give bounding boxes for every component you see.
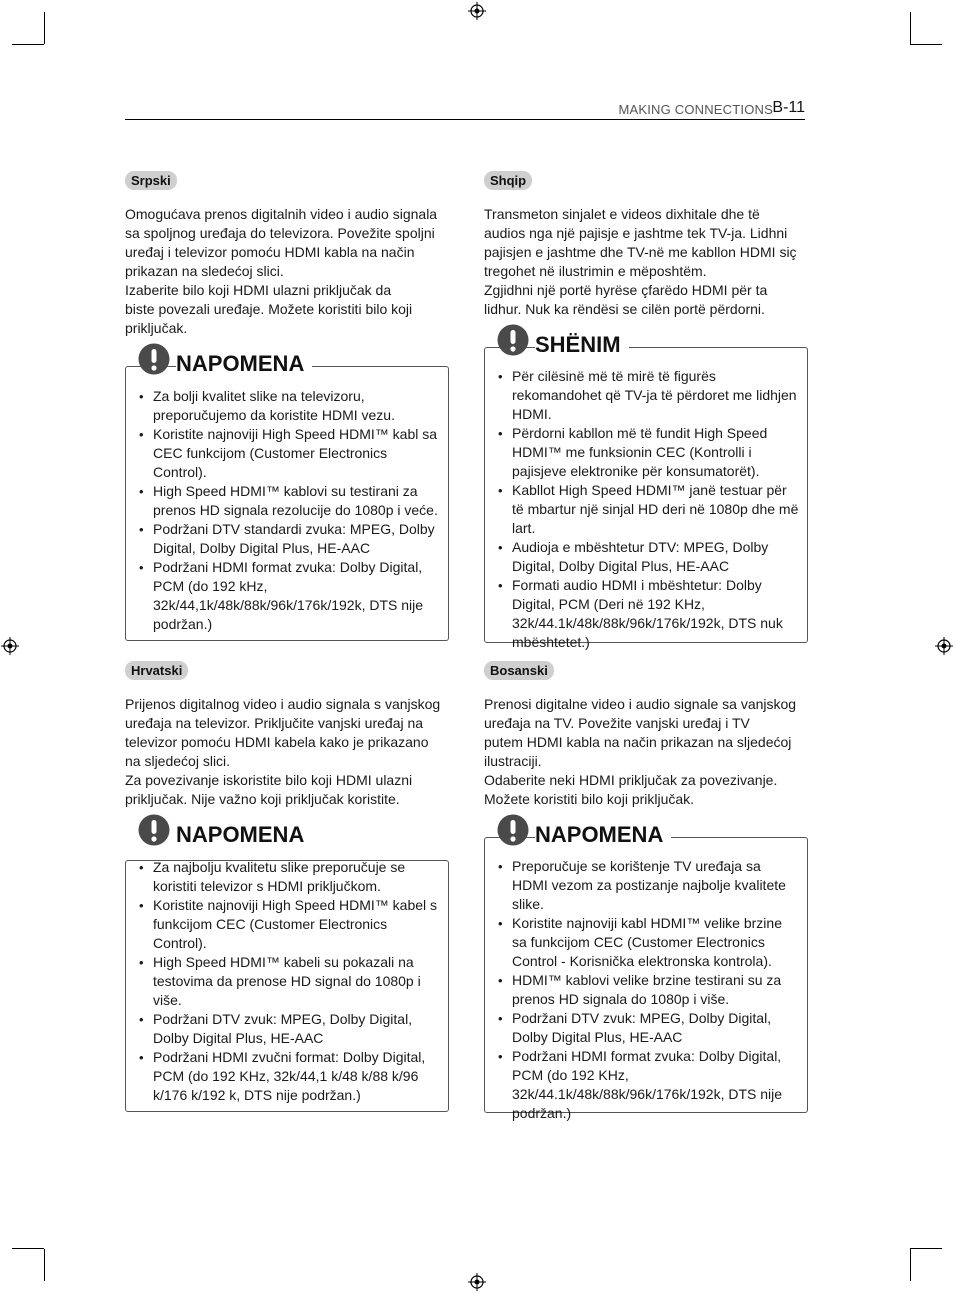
text-line: Izaberite bilo koji HDMI ulazni priključak da	[125, 282, 392, 298]
note-item: • Përdorni kabllon më të fundit High Speed HDMI™ me funksionin CEC (Kontrolli i pajisjeve elektronike për konsumatorët).	[512, 424, 799, 481]
text-line: pajisjen e jashtme dhe TV-në me kabllon HDMI siç	[484, 244, 797, 260]
text-line: uređaj i televizor pomoću HDMI kabla na način	[125, 244, 415, 260]
crop-mark	[44, 12, 45, 44]
text-line: prikazan na sledećoj slici.	[125, 263, 284, 279]
text-line: Prijenos digitalnog video i audio signala s vanjskog	[125, 696, 441, 712]
note-item: • Podržani DTV zvuk: MPEG, Dolby Digital, Dolby Digital Plus, HE-AAC	[153, 1010, 440, 1048]
registration-mark-icon	[468, 2, 486, 20]
text-line: Za povezivanje iskoristite bilo koji HDMI ulazni	[125, 772, 413, 788]
note-item: • High Speed HDMI™ kabeli su pokazali na testovima da prenose HD signal do 1080p i više.	[153, 953, 440, 1010]
note-title: NAPOMENA	[176, 351, 312, 377]
note-item: • Kabllot High Speed HDMI™ janë testuar për të mbartur një sinjal HD deri në 1080p dhe më lart.	[512, 481, 799, 538]
text-line: priključak. Nije važno koji priključak koristite.	[125, 791, 400, 807]
note-item: • Podržani DTV zvuk: MPEG, Dolby Digital, Dolby Digital Plus, HE-AAC	[512, 1009, 799, 1047]
section-srpski	[125, 171, 449, 338]
note-item: • High Speed HDMI™ kablovi su testirani za prenos HD signala rezolucije do 1080p i veće.	[153, 482, 440, 520]
text-line: sa spoljnog uređaja do televizora. Povežite spoljni	[125, 225, 435, 241]
note-heading	[497, 814, 697, 854]
crop-mark	[910, 12, 911, 44]
crop-mark	[910, 1249, 911, 1281]
note-item: • HDMI™ kablovi velike brzine testirani su za prenos HD signala do 1080p i više.	[512, 971, 799, 1009]
text-line: Transmeton sinjalet e videos dixhitale dhe të	[484, 206, 760, 222]
note-item: • Koristite najnoviji kabl HDMI™ velike brzine sa funkcijom CEC (Customer Electronics Control - Korisnička elektronska kontrola).	[512, 914, 799, 971]
note-item: • Za bolji kvalitet slike na televizoru, preporučujemo da koristite HDMI vezu.	[153, 387, 440, 425]
section-title: MAKING CONNECTIONS	[618, 102, 773, 117]
crop-mark	[12, 44, 44, 45]
note-heading	[138, 814, 338, 854]
text-line: uređaja na televizor. Priključite vanjski uređaj na	[125, 715, 424, 731]
page-header	[125, 99, 805, 120]
text-line: Zgjidhni një portë hyrëse çfarëdo HDMI për ta	[484, 282, 768, 298]
note-item: • Podržani DTV standardi zvuka: MPEG, Dolby Digital, Dolby Digital Plus, HE-AAC	[153, 520, 440, 558]
note-item: • Formati audio HDMI i mbështetur: Dolby Digital, PCM (Deri në 192 KHz, 32k/44.1k/48k/88k/96k/176k/192k, DTS nuk mbështetet.)	[512, 576, 799, 652]
section-bosanski	[484, 661, 808, 809]
text-line: lidhur. Nuk ka rëndësi se cilën portë përdorni.	[484, 301, 765, 317]
crop-mark	[910, 1248, 942, 1249]
note-heading	[497, 324, 697, 364]
text-line: putem HDMI kabla na način prikazan na sljedećoj	[484, 734, 792, 750]
text-line: tregohet në ilustrimin e mëposhtëm.	[484, 263, 707, 279]
text-line: Prenosi digitalne video i audio signale sa vanjskog	[484, 696, 797, 712]
language-badge: Srpski	[125, 171, 177, 190]
note-item: • Podržani HDMI format zvuka: Dolby Digital, PCM (do 192 kHz, 32k/44,1k/48k/88k/96k/176k/192k, DTS nije podržan.)	[153, 558, 440, 634]
note-box	[125, 366, 449, 641]
intro-paragraph	[484, 205, 808, 319]
note-item: • Për cilësinë më të mirë të figurës rekomandohet që TV-ja të përdoret me lidhjen HDMI.	[512, 367, 799, 424]
intro-paragraph	[125, 695, 449, 809]
note-title: SHËNIM	[535, 332, 629, 358]
note-item: • Audioja e mbështetur DTV: MPEG, Dolby Digital, Dolby Digital Plus, HE-AAC	[512, 538, 799, 576]
note-box	[484, 347, 808, 650]
note-item: • Koristite najnoviji High Speed HDMI™ kabl sa CEC funkcijom (Customer Electronics Control).	[153, 425, 440, 482]
note-item: • Koristite najnoviji High Speed HDMI™ kabel s funkcijom CEC (Customer Electronics Control).	[153, 896, 440, 953]
section-shqip	[484, 171, 808, 319]
exclamation-icon	[138, 343, 170, 375]
language-badge: Bosanski	[484, 661, 554, 680]
note-item: • Preporučuje se korištenje TV uređaja sa HDMI vezom za postizanje najbolje kvalitete slike.	[512, 857, 799, 914]
note-item: • Podržani HDMI zvučni format: Dolby Digital, PCM (do 192 KHz, 32k/44,1 k/48 k/88 k/96 k/176 k/192 k, DTS nije podržan.)	[153, 1048, 440, 1105]
text-line: biste povezali uređaje. Možete koristiti bilo koji	[125, 301, 413, 317]
text-line: Možete koristiti bilo koji priključak.	[484, 791, 695, 807]
text-line: Omogućava prenos digitalnih video i audio signala	[125, 206, 438, 222]
crop-mark	[44, 1249, 45, 1281]
registration-mark-icon	[935, 637, 953, 655]
note-title: NAPOMENA	[535, 822, 671, 848]
exclamation-icon	[497, 324, 529, 356]
crop-mark	[12, 1248, 44, 1249]
page-number: B-11	[772, 99, 805, 116]
text-line: priključak.	[125, 320, 188, 336]
note-heading	[138, 343, 338, 383]
note-item: • Podržani HDMI format zvuka: Dolby Digital, PCM (do 192 KHz, 32k/44.1k/48k/88k/96k/176k/192k, DTS nije podržan.)	[512, 1047, 799, 1123]
text-line: Odaberite neki HDMI priključak za povezivanje.	[484, 772, 778, 788]
registration-mark-icon	[1, 637, 19, 655]
intro-paragraph	[484, 695, 808, 809]
text-line: televizor pomoću HDMI kabela kako je prikazano	[125, 734, 429, 750]
text-line: ilustraciji.	[484, 753, 542, 769]
language-badge: Hrvatski	[125, 661, 188, 680]
text-line: na sljedećoj slici.	[125, 753, 231, 769]
section-hrvatski	[125, 661, 449, 809]
note-item: • Za najbolju kvalitetu slike preporučuje se koristiti televizor s HDMI priključkom.	[153, 858, 440, 896]
crop-mark	[910, 44, 942, 45]
exclamation-icon	[138, 814, 170, 846]
note-box	[484, 837, 808, 1121]
text-line: uređaja na TV. Povežite vanjski uređaj i TV	[484, 715, 750, 731]
language-badge: Shqip	[484, 171, 532, 190]
note-title: NAPOMENA	[176, 822, 312, 848]
text-line: audios nga një pajisje e jashtme tek TV-ja. Lidhni	[484, 225, 788, 241]
note-box	[125, 860, 449, 1112]
exclamation-icon	[497, 814, 529, 846]
intro-paragraph	[125, 205, 449, 338]
registration-mark-icon	[468, 1273, 486, 1291]
